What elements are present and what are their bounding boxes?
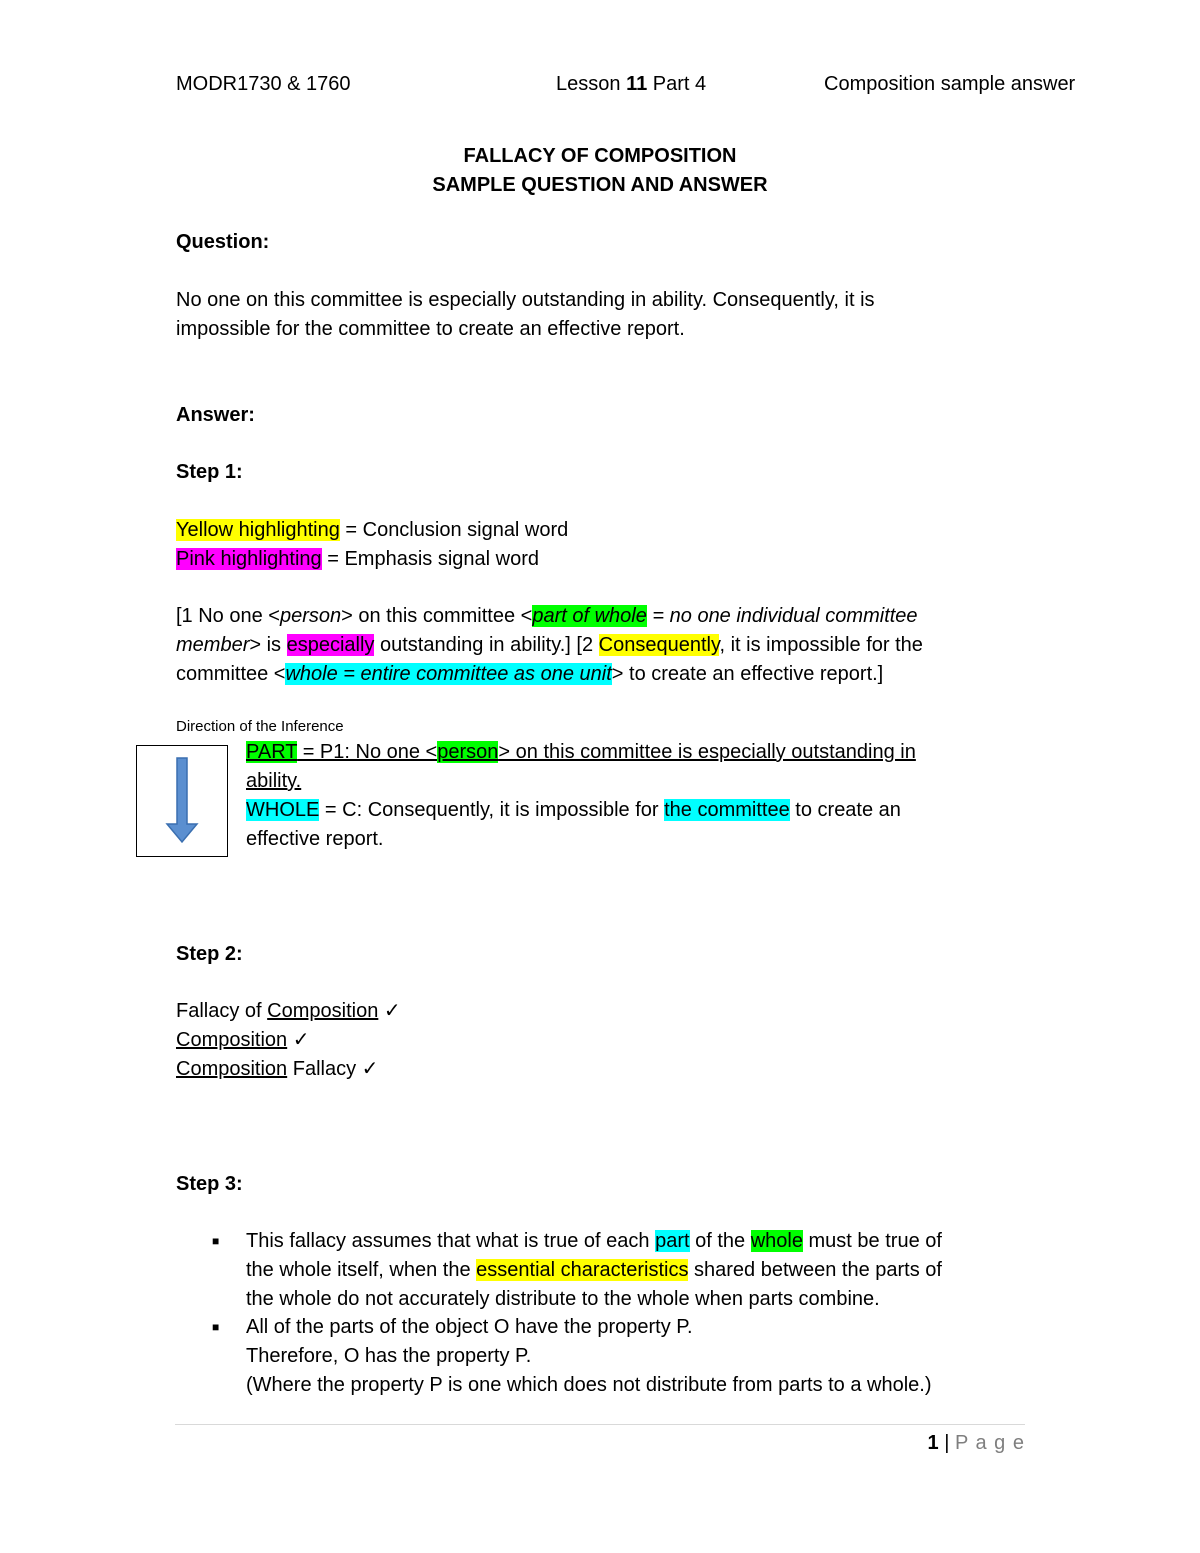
analysis-part-of-whole: part of whole [532, 605, 647, 627]
inference-text: > on this committee is especially outstanding in [498, 741, 916, 763]
inference-text: = C: Consequently, it is impossible for [319, 799, 665, 821]
analysis-especially: especially [286, 634, 375, 656]
legend-yellow-swatch: Yellow highlighting [176, 519, 340, 541]
step3-text: This fallacy assumes that what is true of each [246, 1230, 656, 1252]
step2-text: Fallacy [287, 1058, 357, 1080]
footer-divider [175, 1424, 1025, 1425]
analysis-member: member [176, 634, 250, 656]
analysis-line-3 [176, 660, 883, 688]
legend-pink-swatch: Pink highlighting [176, 548, 322, 570]
header-lesson-num: 11 [626, 73, 648, 95]
step2-text: Fallacy of [176, 1000, 268, 1022]
analysis-consequently: Consequently [598, 634, 720, 656]
step2-composition: Composition [176, 1058, 288, 1080]
inference-part-line-2: ability. [246, 770, 302, 792]
analysis-person: person [279, 605, 342, 627]
inference-arrow-box [136, 745, 228, 857]
step2-answer-2 [176, 1026, 310, 1054]
step3-whole: whole [750, 1230, 803, 1252]
step1-label: Step 1: [176, 461, 243, 483]
analysis-text: > on this committee < [341, 605, 533, 627]
inference-whole-label: WHOLE [246, 799, 320, 821]
inference-whole-line-1 [246, 796, 901, 824]
step3-essential: essential characteristics [476, 1259, 689, 1281]
analysis-whole: whole = entire committee as one unit [285, 663, 612, 685]
header-lesson [556, 70, 706, 98]
legend-pink [176, 545, 539, 573]
bullet-icon: ■ [212, 1234, 220, 1248]
question-line-1: No one on this committee is especially outstanding in ability. Consequently, it is [176, 289, 875, 311]
step3-bullet1-line2 [246, 1256, 942, 1284]
step2-answer-3 [176, 1055, 378, 1083]
step3-label: Step 3: [176, 1173, 243, 1195]
header-lesson-pre: Lesson [556, 73, 627, 95]
step2-composition: Composition [176, 1029, 288, 1051]
header-course: MODR1730 & 1760 [176, 73, 351, 95]
inference-committee: the committee [664, 799, 790, 821]
legend-pink-desc: = Emphasis signal word [321, 548, 539, 570]
question-label: Question: [176, 231, 270, 253]
page-title: FALLACY OF COMPOSITION [463, 145, 737, 167]
step3-text: shared between the parts of [688, 1259, 942, 1281]
step3-bullet2-line1: All of the parts of the object O have the property P. [246, 1316, 693, 1338]
analysis-text: committee < [176, 663, 286, 685]
analysis-line-1 [176, 602, 918, 630]
inference-person: person [437, 741, 499, 763]
header-lesson-post: Part 4 [647, 73, 707, 95]
header-doc-type: Composition sample answer [824, 73, 1076, 95]
footer-num: 1 [927, 1432, 939, 1454]
analysis-text: > to create an effective report.] [611, 663, 884, 685]
answer-label: Answer: [176, 404, 255, 426]
step2-composition: Composition [267, 1000, 379, 1022]
check-icon: ✓ [383, 1000, 401, 1022]
analysis-text: [1 No one < [176, 605, 280, 627]
inference-whole-line-2: effective report. [246, 828, 384, 850]
analysis-text: outstanding in ability.] [2 [374, 634, 599, 656]
bullet-icon: ■ [212, 1320, 220, 1334]
down-arrow-icon [137, 746, 227, 856]
legend-yellow-desc: = Conclusion signal word [339, 519, 569, 541]
question-line-2: impossible for the committee to create an effective report. [176, 318, 685, 340]
step3-text: the whole itself, when the [246, 1259, 477, 1281]
analysis-text: = no one individual committee [646, 605, 918, 627]
inference-caption: Direction of the Inference [176, 718, 344, 735]
legend-yellow [176, 516, 568, 544]
step3-part: part [655, 1230, 690, 1252]
step3-bullet2-line3: (Where the property P is one which does not distribute from parts to a whole.) [246, 1374, 932, 1396]
analysis-text: , it is impossible for the [719, 634, 923, 656]
step3-bullet2-line2: Therefore, O has the property P. [246, 1345, 532, 1367]
page-subtitle: SAMPLE QUESTION AND ANSWER [432, 174, 768, 196]
check-icon: ✓ [292, 1029, 310, 1051]
step3-text: must be true of [802, 1230, 942, 1252]
inference-part-label: PART [246, 741, 298, 763]
step3-bullet1-line3: the whole do not accurately distribute to the whole when parts combine. [246, 1288, 880, 1310]
step2-answer-1 [176, 997, 401, 1025]
footer-sep: | [938, 1432, 955, 1454]
inference-text: = P1: No one < [297, 741, 438, 763]
footer-page-number [928, 1429, 1025, 1457]
analysis-line-2 [176, 631, 923, 659]
inference-part-line-1 [246, 738, 916, 766]
analysis-text: > is [249, 634, 287, 656]
step3-text: of the [689, 1230, 751, 1252]
step2-label: Step 2: [176, 943, 243, 965]
check-icon: ✓ [361, 1058, 379, 1080]
inference-text: to create an [789, 799, 901, 821]
step3-bullet1-line1 [246, 1227, 942, 1255]
footer-page-label: P a g e [954, 1432, 1025, 1454]
